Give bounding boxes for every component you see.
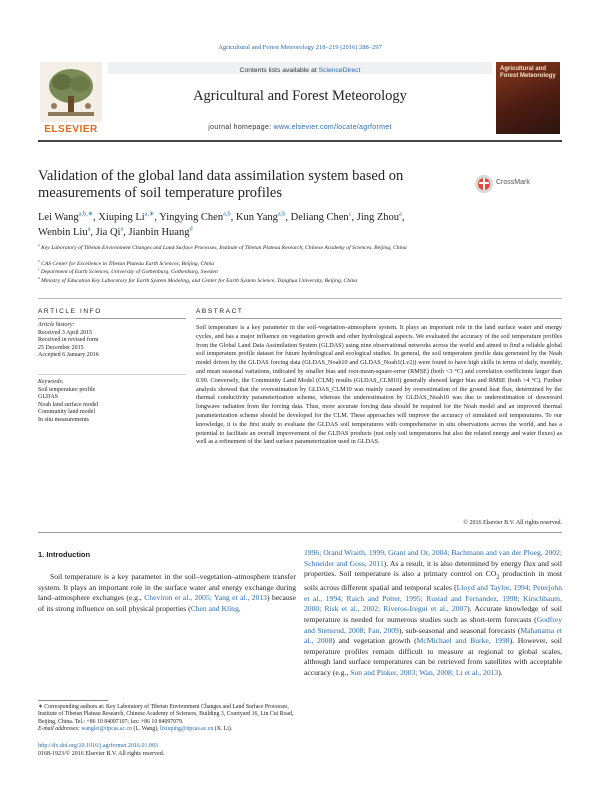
intro-right-column xyxy=(304,548,562,679)
crossmark-icon xyxy=(474,174,496,194)
keyword: Community land model xyxy=(38,409,95,416)
author-name[interactable]: Wenbin Liu xyxy=(38,227,88,238)
citation-link[interactable]: Lloyd and Taylor, 1994; Peterjohn et al., 1994; Raich and Potter, 1995; Rustad and Fernandez, 1998; Kirschbaum, 2000; Risk et al., 2002; Riveros-Iregui et al., 2007 xyxy=(304,583,562,614)
article-info-heading: ARTICLE INFO xyxy=(38,308,102,315)
affiliation-b xyxy=(38,261,562,268)
abstract-text: Soil temperature is a key parameter in the soil–vegetation–atmosphere system. It plays an important role in the land surface water and energy cycles, and has a major influence on vegetation growth and other hydrological aspects. We evaluated the accuracy of the soil temperature profiles from the Global Land Data Assimilation System (GLDAS) using nine observational networks across the world and aimed to find a reliable global soil temperature profile dataset for future hydrological and ecological studies. In general, the soil temperature profile data generated by the Noah model driven by the GLDAS forcing data (GLDAS_Noah10 and GLDAS_Noah1(Lv2)) were found to have high skills in terms of daily, monthly, and mean seasonal variations, indicated by smaller bias and root-mean-square-error (RMSE) (both <3 °C) and correlation coefficients larger than 0.90. Conversely, the Community Land Model (CLM) results (GLDAS_CLM10) generally showed larger bias and RMSE (both >4 °C). Further analysis showed that the overestimation by GLDAS_CLM10 was mainly caused by overestimation of the ground heat flux, determined by the thermal conductivity parameterization scheme, whereas the underestimation by GLDAS_Noah10 was due to underestimation of downward longwave radiation from the forcing data. Thus, more accurate forcing data should be required for the Noah model and an improved thermal parameterization scheme should be developed for the CLM. These approaches will improve the accuracy of simulated soil temperatures. To our knowledge, it is the first study to evaluate the GLDAS soil temperatures with comprehensive in situ observations across the world, and has a potential to facilitate an overall improvement of the GLDAS products (not only soil temperatures but also the related energy and water fluxes) as well as a refinement of the land surface parameterization used in GLDAS. xyxy=(196,324,562,446)
email-label: E-mail addresses: xyxy=(38,726,82,733)
crossmark-badge[interactable] xyxy=(474,174,566,194)
footnote-rule xyxy=(38,700,108,701)
author-mark[interactable]: a,∗ xyxy=(144,210,155,218)
elsevier-tree-icon xyxy=(40,62,102,122)
author-separator: , xyxy=(401,212,405,223)
article-info-rule xyxy=(38,318,186,319)
sciencedirect-link[interactable]: ScienceDirect xyxy=(318,67,361,74)
history-item: Received in revised form xyxy=(38,337,99,344)
author-name[interactable]: , Kun Yang xyxy=(230,212,278,223)
keyword: Soil temperature profile xyxy=(38,386,96,393)
affiliation-mark: a xyxy=(38,243,40,248)
subscript: 2 xyxy=(496,573,500,581)
author-mark[interactable]: a xyxy=(87,225,91,233)
author-mark[interactable]: a,b xyxy=(223,210,231,218)
author-name[interactable]: Lei Wang xyxy=(38,212,79,223)
email-link[interactable]: wanglei@itpcas.ac.cn xyxy=(81,726,132,733)
doi-link[interactable]: http://dx.doi.org/10.1016/j.agrformet.2016.01.003 xyxy=(38,743,159,749)
article-history xyxy=(38,322,186,360)
issn-line: 0168-1923/© 2016 Elsevier B.V. All rights reserved. xyxy=(38,751,165,757)
author-line-2 xyxy=(38,225,562,240)
journal-title: Agricultural and Forest Meteorology xyxy=(193,88,407,104)
journal-reference[interactable]: Agricultural and Forest Meteorology 218–219 (2016) 288–297 xyxy=(218,44,382,51)
author-list xyxy=(38,210,562,240)
author-mark[interactable]: a,b xyxy=(277,210,286,218)
intro-text: ) because of its strong influence on soil physical properties ( xyxy=(38,593,296,613)
keywords-rule xyxy=(38,374,186,375)
elsevier-logo xyxy=(40,62,102,122)
author-mark[interactable]: a xyxy=(120,225,124,233)
introduction-heading: 1. Introduction xyxy=(38,550,91,559)
citation-link[interactable]: Mahanama et al., 2008 xyxy=(304,625,562,646)
affiliation-d xyxy=(38,278,562,285)
citation-link[interactable]: McMichael and Burke, 1998 xyxy=(416,636,510,646)
intro-text: ). Accurate knowledge of soil temperature is needed for numerous studies such as short-term forecasts ( xyxy=(304,604,562,625)
email-owner: (X. Li). xyxy=(213,726,233,733)
intro-text: ) and vegetation growth ( xyxy=(332,636,417,646)
affiliation-text: Department of Earth Sciences, University of Gothenburg, Gothenburg, Sweden xyxy=(40,269,218,275)
contents-prefix: Contents lists available at xyxy=(239,67,319,74)
affiliation-text: CAS Center for Excellence in Tibetan Plateau Earth Sciences, Beijing, China xyxy=(41,261,215,267)
abstract-bottom-rule xyxy=(38,532,562,533)
intro-left-column xyxy=(38,572,296,614)
history-item: Accepted 6 January 2016 xyxy=(38,352,99,359)
affiliation-rule xyxy=(38,298,562,299)
header-rule xyxy=(38,140,562,142)
article-title: Validation of the global land data assimilation system based on measurements of soil temperature profiles xyxy=(38,168,404,201)
keyword: Noah land surface model xyxy=(38,401,99,408)
author-line-1 xyxy=(38,210,562,225)
author-name[interactable]: , Jia Qi xyxy=(90,227,121,238)
homepage-prefix: journal homepage: xyxy=(208,124,274,131)
citation-link[interactable]: Sun and Pinker, 2003; Wan, 2008; Li et al., 2013 xyxy=(350,668,499,678)
author-name[interactable]: , Jing Zhou xyxy=(351,212,400,223)
author-name[interactable]: , Xiuping Li xyxy=(93,212,145,223)
affiliation-mark: c xyxy=(38,267,40,272)
contents-line xyxy=(110,67,490,74)
abstract-copyright: © 2016 Elsevier B.V. All rights reserved. xyxy=(463,520,562,526)
author-mark[interactable]: a,b,∗ xyxy=(78,210,94,218)
publisher-name: ELSEVIER xyxy=(44,124,98,135)
keywords-label: Keywords: xyxy=(38,379,64,385)
author-mark[interactable]: c xyxy=(348,210,352,218)
history-item: 25 December 2015 xyxy=(38,344,84,351)
intro-text: ). As a result, it is also determined by energy flux and soil properties. Soil temperature is also a primary control on CO xyxy=(304,558,562,579)
crossmark-label: CrossMark xyxy=(496,179,530,186)
email-link[interactable]: lixiuping@itpcas.ac.cn xyxy=(159,726,214,733)
intro-text: ). However, soil temperature profiles remain difficult to measure at regional to global scales, although land surface temperatures can be retrieved from satellites with acceptable accuracy (e.g., xyxy=(304,636,562,678)
affiliation-text: Key Laboratory of Tibetan Environment Changes and Land Surface Processes, Institute of Tibetan Plateau Research, Chinese Academy of Sciences, Beijing, China xyxy=(41,245,407,251)
intro-text: ), sub-seasonal and seasonal forecasts ( xyxy=(398,625,521,635)
keyword: In situ measurements xyxy=(38,416,89,423)
affiliation-text: Ministry of Education Key Laboratory for Earth System Modeling, and Center for Earth System Science, Tsinghua University, Beijing, China xyxy=(41,278,358,284)
citation-link[interactable]: Cheviron et al., 2005; Yang et al., 2013 xyxy=(144,593,267,603)
email-owner: (L. Wang), xyxy=(132,726,160,733)
affiliation-mark: d xyxy=(38,276,40,281)
citation-link[interactable]: Chen and Kling, xyxy=(190,603,241,613)
author-mark[interactable]: d xyxy=(189,225,193,233)
citation-link[interactable]: 1996; Orand Wraith, 1999; Grant and Or, 2004; Bachmann and van der Ploeg, 2002; Schneider and Goss, 2011 xyxy=(304,548,562,568)
journal-homepage xyxy=(110,124,490,131)
footnote-text: ∗ Corresponding authors at: Key Laboratory of Tibetan Environment Changes and Land Surface Processes, Institute of Tibetan Plateau Research, Chinese Academy of Sciences, Building 3, Courtyard 16, Lin Cui Road, Beijing, China. Tel.: +86 10 84097107; fax: +86 10 84097079. xyxy=(38,704,294,725)
history-item: Received 3 April 2015 xyxy=(38,329,93,336)
affiliation-c xyxy=(38,269,562,276)
intro-text: production in most soils across different spatial and temporal scales ( xyxy=(304,569,562,593)
keywords xyxy=(38,379,186,425)
author-name[interactable]: , Deliang Chen xyxy=(285,212,349,223)
author-name[interactable]: , Jianbin Huang xyxy=(123,227,190,238)
abstract-rule xyxy=(196,318,562,319)
corresponding-author-footnote xyxy=(38,704,296,734)
publication-info xyxy=(38,742,296,758)
citation-link[interactable]: Godfrey and Stensrud, 2008; Fan, 2009 xyxy=(304,615,562,635)
history-label: Article history: xyxy=(38,322,75,328)
affiliation-a xyxy=(38,245,562,252)
journal-cover-title: Agricultural and Forest Meteorology xyxy=(500,66,556,79)
homepage-link[interactable]: www.elsevier.com/locate/agrformet xyxy=(273,124,392,131)
abstract-heading: ABSTRACT xyxy=(196,308,244,315)
author-mark[interactable]: a xyxy=(399,210,402,218)
intro-text: Soil temperature is a key parameter in the soil–vegetation–atmosphere transfer system. It plays an important role in the surface water and energy exchange during land–atmosphere exchanges (e.g., xyxy=(38,572,296,603)
intro-text: ). xyxy=(498,668,503,678)
affiliation-mark: b xyxy=(38,259,40,264)
keyword: GLDAS xyxy=(38,394,59,401)
author-name[interactable]: , Yingying Chen xyxy=(154,212,224,223)
